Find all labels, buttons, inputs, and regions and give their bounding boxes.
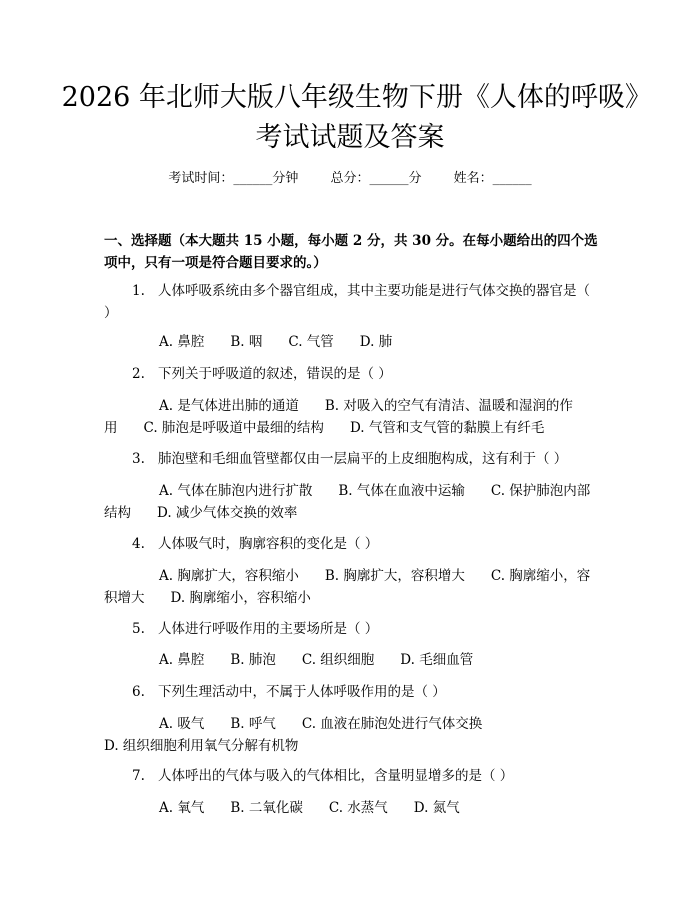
options-5 — [104, 649, 600, 671]
option-b[interactable]: B. 咽 — [230, 334, 263, 350]
option-d[interactable]: D. 毛细血管 — [400, 652, 474, 668]
option-c[interactable]: C. 保护肺泡内部结构 — [104, 483, 591, 521]
option-b[interactable]: B. 呼气 — [230, 716, 276, 732]
section-heading: 一、选择题（本大题共 15 小题，每小题 2 分，共 30 分。在每小题给出的四个选项中，只有一项是符合题目要求的。） — [104, 233, 598, 271]
options-3 — [104, 480, 600, 524]
question-number: 3. — [132, 451, 145, 467]
question-number: 6. — [132, 684, 145, 700]
option-d[interactable]: D. 肺 — [359, 334, 393, 350]
option-b[interactable]: B. 对吸入的空气有清洁、温暖和湿润的作用 — [104, 398, 573, 436]
question-3 — [104, 448, 600, 470]
exam-name: 姓名：______ — [453, 171, 532, 186]
options-2 — [104, 395, 600, 439]
question-number: 1. — [132, 283, 145, 299]
exam-score: 总分：______分 — [330, 171, 422, 186]
question-number: 4. — [132, 536, 145, 552]
question-2 — [104, 363, 600, 385]
question-number: 2. — [132, 366, 145, 382]
question-5 — [104, 618, 600, 640]
question-text: 人体呼出的气体与吸入的气体相比，含量明显增多的是（ ） — [158, 768, 514, 784]
option-c[interactable]: C. 水蒸气 — [328, 800, 388, 816]
question-text: 人体吸气时，胸廓容积的变化是（ ） — [158, 536, 379, 552]
question-text: 下列生理活动中，不属于人体呼吸作用的是（ ） — [158, 684, 446, 700]
option-c[interactable]: C. 胸廓缩小，容积增大 — [104, 568, 591, 606]
option-d[interactable]: D. 胸廓缩小，容积缩小 — [170, 590, 311, 606]
question-6 — [104, 681, 600, 703]
options-6 — [104, 713, 600, 757]
option-c[interactable]: C. 组织细胞 — [301, 652, 375, 668]
option-a[interactable]: A. 吸气 — [159, 716, 205, 732]
question-4 — [104, 533, 600, 555]
question-1 — [104, 280, 600, 324]
option-c[interactable]: C. 血液在肺泡处进行气体交换 — [301, 716, 483, 732]
option-d[interactable]: D. 组织细胞利用氧气分解有机物 — [104, 738, 299, 754]
question-text: 肺泡壁和毛细血管壁都仅由一层扁平的上皮细胞构成，这有利于（ ） — [158, 451, 568, 467]
option-a[interactable]: A. 胸廓扩大，容积缩小 — [159, 568, 299, 584]
option-a[interactable]: A. 气体在肺泡内进行扩散 — [159, 483, 313, 499]
option-d[interactable]: D. 气管和支气管的黏膜上有纤毛 — [349, 420, 545, 436]
question-7 — [104, 765, 600, 787]
page-title: 2026 年北师大版八年级生物下册《人体的呼吸》考试试题及答案 — [61, 82, 639, 153]
question-text: 人体呼吸系统由多个器官组成，其中主要功能是进行气体交换的器官是（ ） — [104, 283, 590, 321]
options-7 — [104, 797, 600, 819]
exam-time: 考试时间：______分钟 — [168, 171, 299, 186]
option-a[interactable]: A. 氧气 — [159, 800, 205, 816]
option-b[interactable]: B. 胸廓扩大，容积增大 — [324, 568, 465, 584]
question-number: 5. — [132, 621, 145, 637]
option-c[interactable]: C. 气管 — [288, 334, 334, 350]
option-c[interactable]: C. 肺泡是呼吸道中最细的结构 — [143, 420, 324, 436]
option-b[interactable]: B. 气体在血液中运输 — [338, 483, 465, 499]
exam-meta — [0, 170, 700, 188]
question-text: 下列关于呼吸道的叙述，错误的是（ ） — [158, 366, 392, 382]
option-d[interactable]: D. 减少气体交换的效率 — [157, 505, 298, 521]
options-4 — [104, 565, 600, 609]
option-b[interactable]: B. 二氧化碳 — [230, 800, 303, 816]
question-text: 人体进行呼吸作用的主要场所是（ ） — [158, 621, 379, 637]
option-d[interactable]: D. 氮气 — [413, 800, 460, 816]
option-a[interactable]: A. 是气体进出肺的通道 — [159, 398, 299, 414]
option-a[interactable]: A. 鼻腔 — [159, 334, 205, 350]
option-a[interactable]: A. 鼻腔 — [159, 652, 205, 668]
option-b[interactable]: B. 肺泡 — [230, 652, 276, 668]
question-number: 7. — [132, 768, 145, 784]
options-1 — [104, 331, 600, 353]
